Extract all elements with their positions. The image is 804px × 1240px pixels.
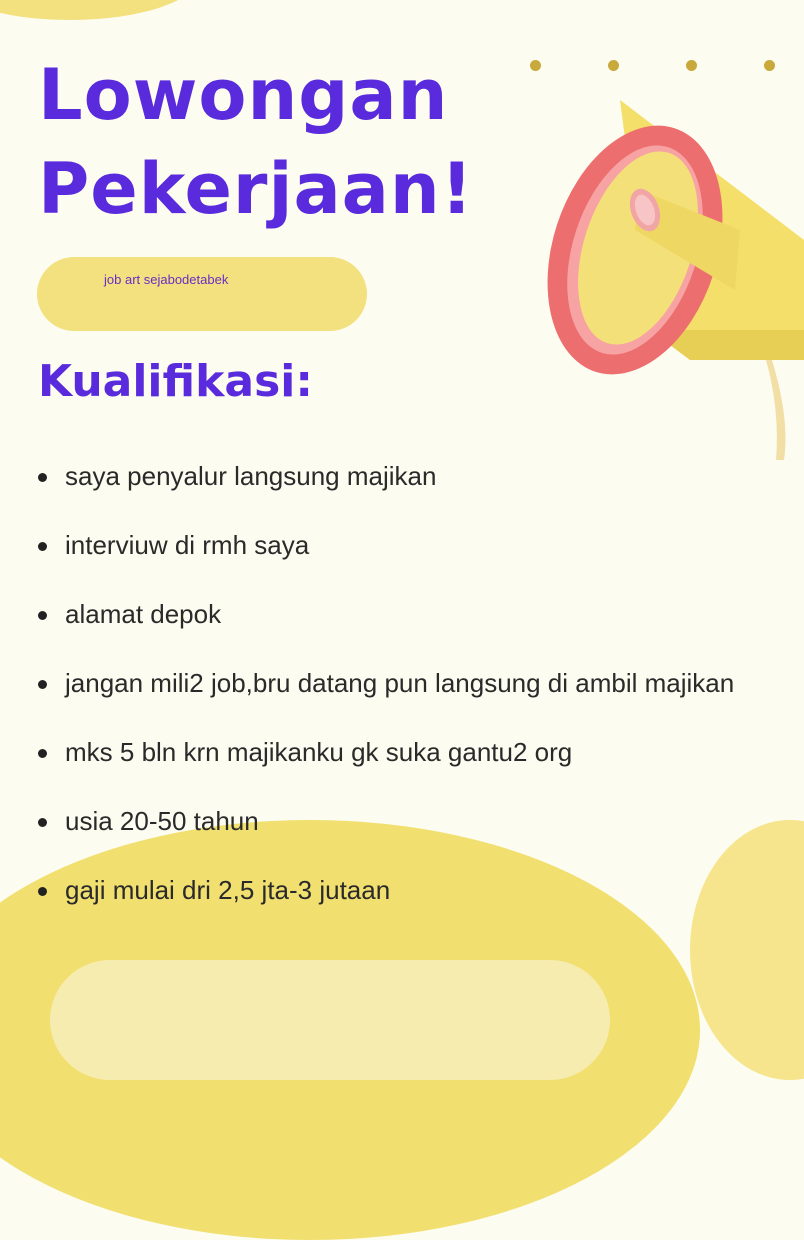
- page-title: [38, 48, 474, 236]
- list-item: interviuw di rmh saya: [38, 511, 778, 580]
- list-item: saya penyalur langsung majikan: [38, 442, 778, 511]
- title-line-2: Pekerjaan!: [38, 148, 474, 230]
- list-item: gaji mulai dri 2,5 jta-3 jutaan: [38, 856, 778, 925]
- decor-blob-top: [0, 0, 200, 20]
- qualification-list: [38, 442, 778, 925]
- badge-text: job art sejabodetabek: [104, 272, 229, 287]
- megaphone-icon: [540, 60, 804, 480]
- list-item: usia 20-50 tahun: [38, 787, 778, 856]
- list-item: jangan mili2 job,bru datang pun langsung di ambil majikan: [38, 649, 778, 718]
- list-item: mks 5 bln krn majikanku gk suka gantu2 org: [38, 718, 778, 787]
- section-title: Kualifikasi:: [38, 356, 313, 407]
- list-item: alamat depok: [38, 580, 778, 649]
- badge-pill: [37, 257, 367, 331]
- title-line-1: Lowongan: [38, 54, 449, 136]
- decor-blob-bottom-pale: [50, 960, 610, 1080]
